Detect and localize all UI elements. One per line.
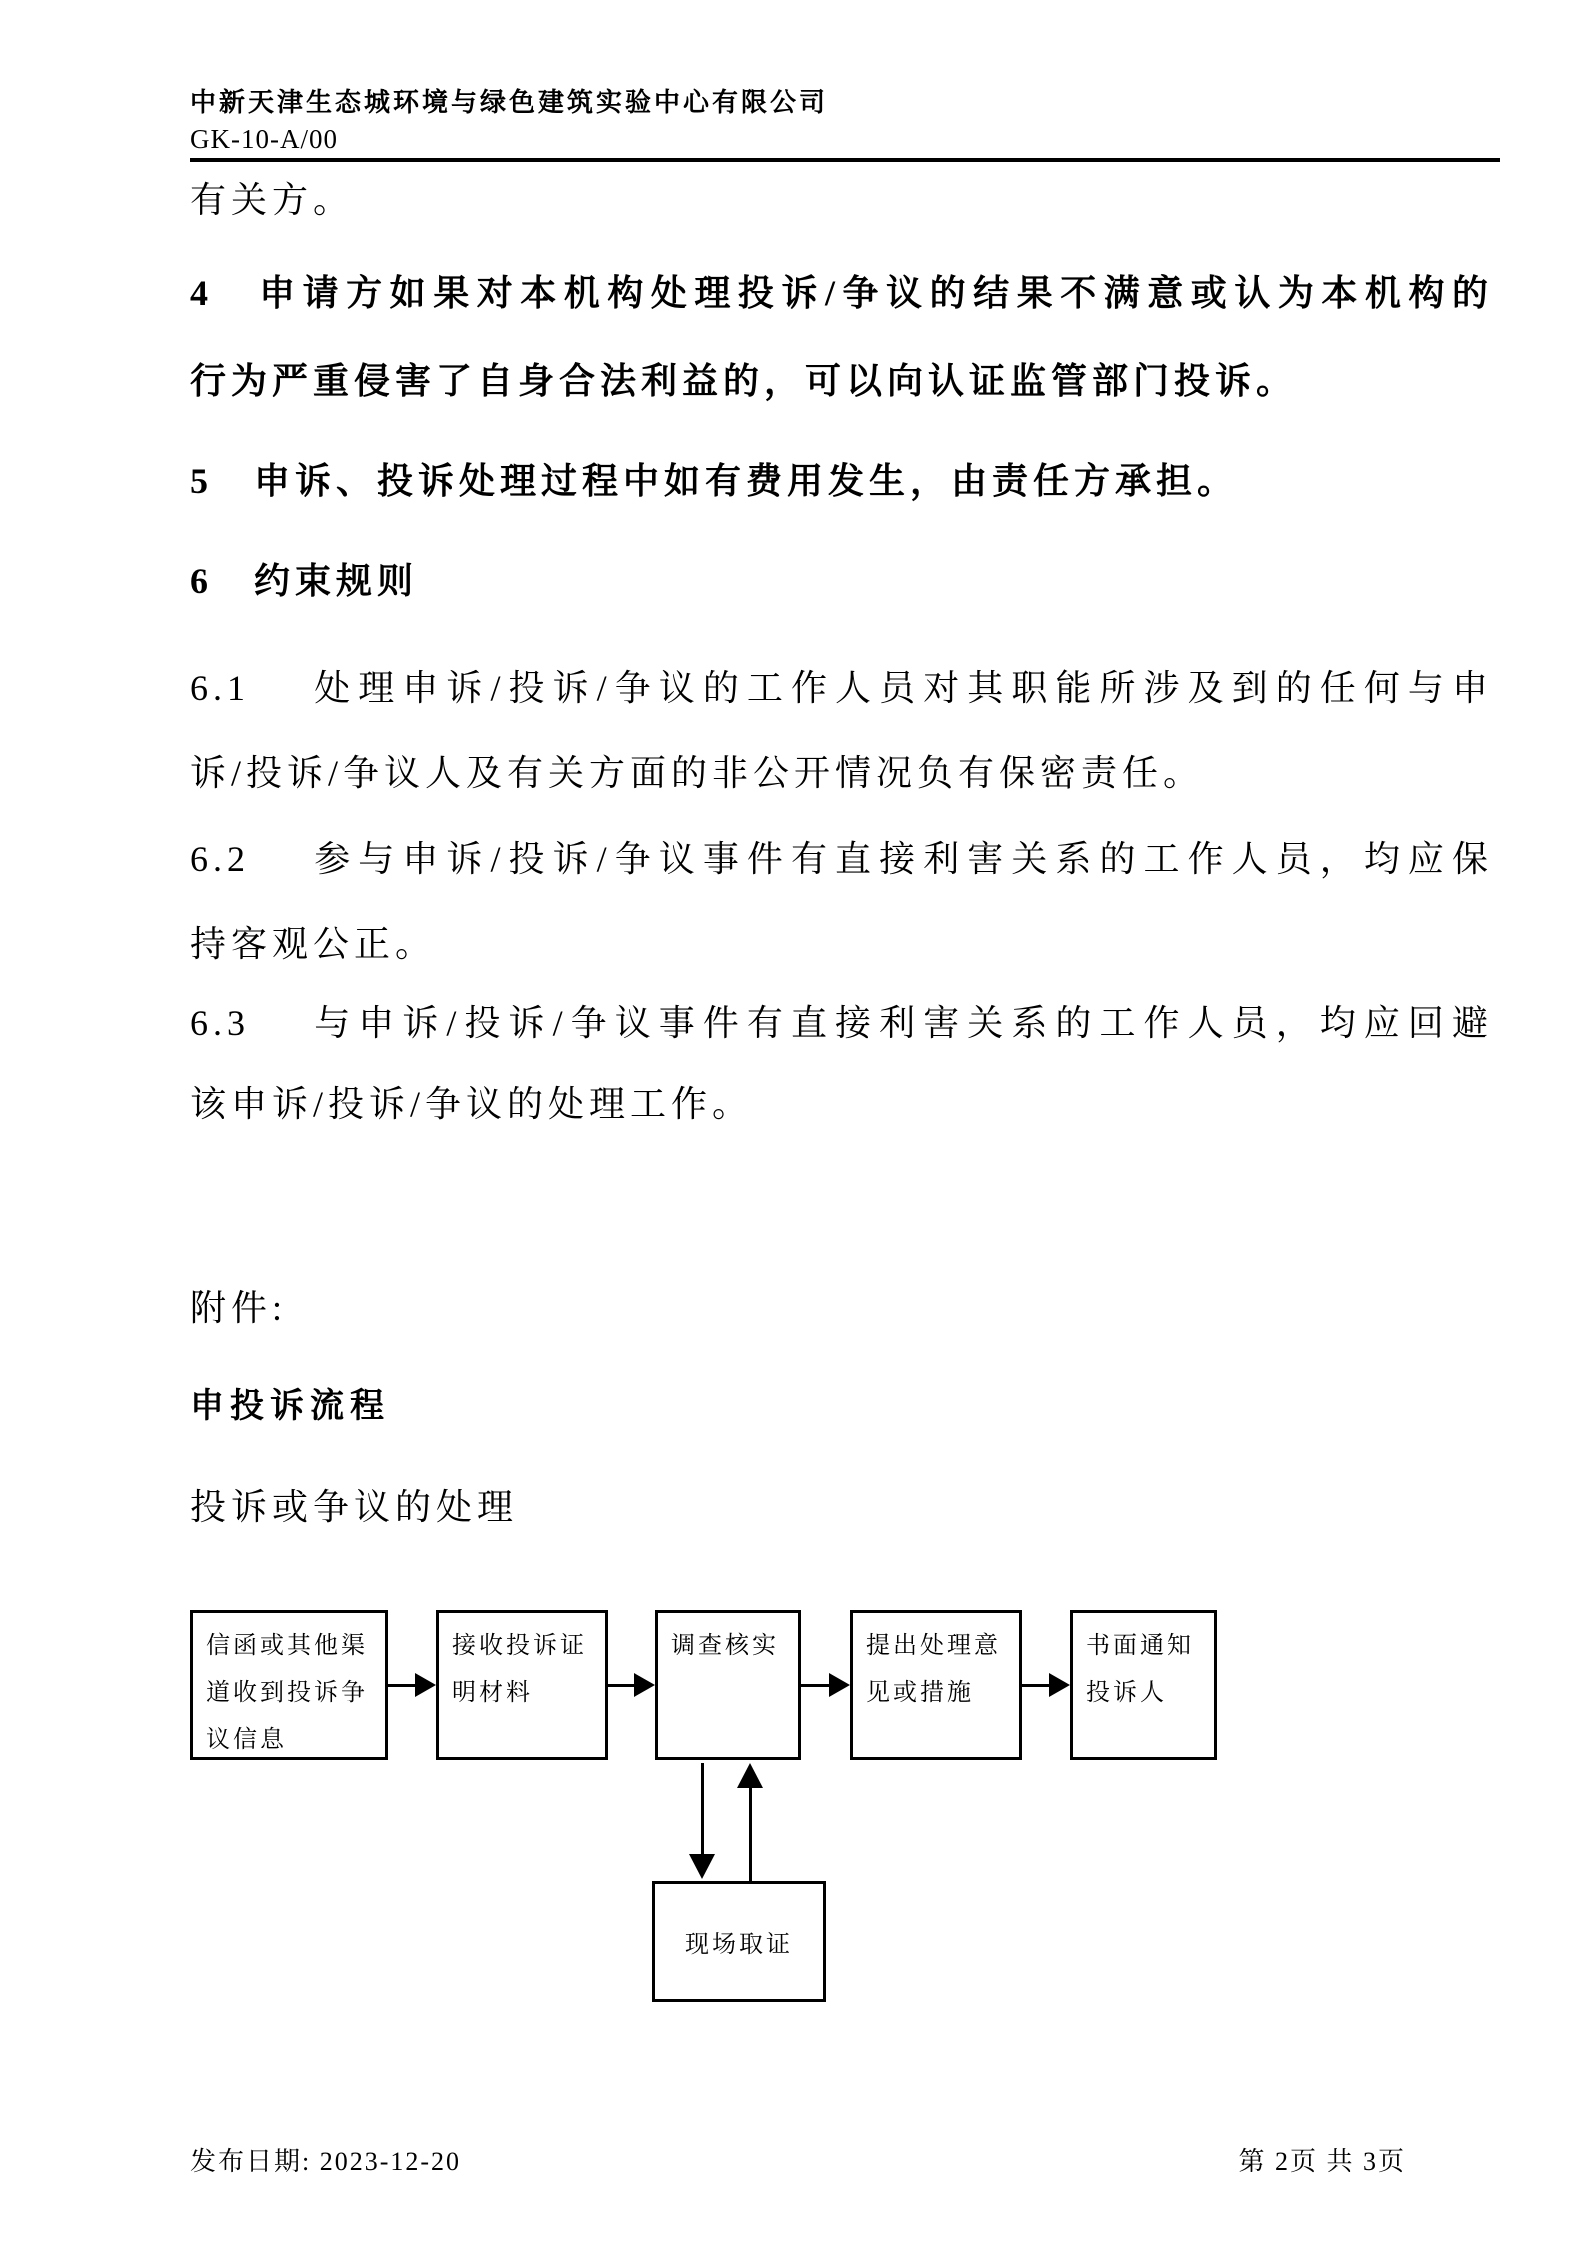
flow-box-text-line: 见或措施: [866, 1680, 974, 1706]
body-line-section4-a: 4 申请方如果对本机构处理投诉/争议的结果不满意或认为本机构的: [190, 273, 1493, 313]
flow-box-investigate: [655, 1610, 801, 1760]
attachment-title: 申投诉流程: [190, 1388, 390, 1425]
flow-box-text-line: 书面通知: [1086, 1633, 1194, 1659]
flow-box-receive-complaint-info: [190, 1610, 388, 1760]
arrow-line: [608, 1684, 636, 1687]
attachment-subtitle: 投诉或争议的处理: [190, 1487, 519, 1527]
arrow-head-right-icon: [415, 1673, 436, 1697]
flow-box-onsite-evidence: [652, 1881, 826, 2002]
arrow-line: [1022, 1684, 1051, 1687]
body-line-section6-2-a: 6.2 参与申诉/投诉/争议事件有直接利害关系的工作人员，均应保: [190, 839, 1493, 879]
flow-box-receive-evidence: [436, 1610, 608, 1760]
doc-code: GK-10-A/00: [190, 124, 338, 154]
flow-box-text-line: 接收投诉证: [452, 1633, 587, 1659]
flow-box-propose-measures: [850, 1610, 1022, 1760]
arrow-head-down-icon: [689, 1854, 715, 1879]
flow-box-text-line: 议信息: [206, 1727, 287, 1753]
arrow-head-right-icon: [634, 1673, 655, 1697]
company-name: 中新天津生态城环境与绿色建筑实验中心有限公司: [190, 88, 829, 117]
body-line-section5: 5 申诉、投诉处理过程中如有费用发生，由责任方承担。: [190, 461, 1239, 501]
body-line-carryover: 有关方。: [190, 180, 355, 220]
flow-box-text-line: 现场取证: [685, 1932, 793, 1958]
arrow-line: [801, 1684, 831, 1687]
arrow-head-right-icon: [1049, 1673, 1070, 1697]
body-line-section6-3-b: 该申诉/投诉/争议的处理工作。: [190, 1084, 754, 1124]
body-line-section6-1-b: 诉/投诉/争议人及有关方面的非公开情况负有保密责任。: [190, 753, 1205, 793]
flow-box-text-line: 信函或其他渠: [206, 1633, 368, 1659]
body-line-section6-heading: 6 约束规则: [190, 561, 419, 601]
flow-box-text-line: 提出处理意: [866, 1633, 1001, 1659]
header-rule: [190, 158, 1500, 162]
footer-page-number: 第 2页 共 3页: [1238, 2147, 1406, 2176]
footer-release-date: 发布日期: 2023-12-20: [190, 2147, 462, 2176]
arrow-line: [388, 1684, 417, 1687]
body-line-section6-1-a: 6.1 处理申诉/投诉/争议的工作人员对其职能所涉及到的任何与申: [190, 668, 1493, 708]
body-line-section6-2-b: 持客观公正。: [190, 924, 437, 964]
flow-box-notify-complainant: [1070, 1610, 1217, 1760]
body-line-section6-3-a: 6.3 与申诉/投诉/争议事件有直接利害关系的工作人员，均应回避: [190, 1003, 1493, 1043]
arrow-head-right-icon: [829, 1673, 850, 1697]
flow-arrow-down-line: [701, 1763, 704, 1856]
attachment-label: 附件:: [190, 1288, 288, 1328]
flow-box-text-line: 调查核实: [671, 1633, 779, 1659]
flow-arrow-up-line: [749, 1788, 752, 1881]
flow-box-text-line: 投诉人: [1086, 1680, 1167, 1706]
body-line-section4-b: 行为严重侵害了自身合法利益的，可以向认证监管部门投诉。: [190, 361, 1298, 401]
flow-box-text-line: 明材料: [452, 1680, 533, 1706]
flow-box-text-line: 道收到投诉争: [206, 1680, 368, 1706]
arrow-head-up-icon: [737, 1763, 763, 1788]
